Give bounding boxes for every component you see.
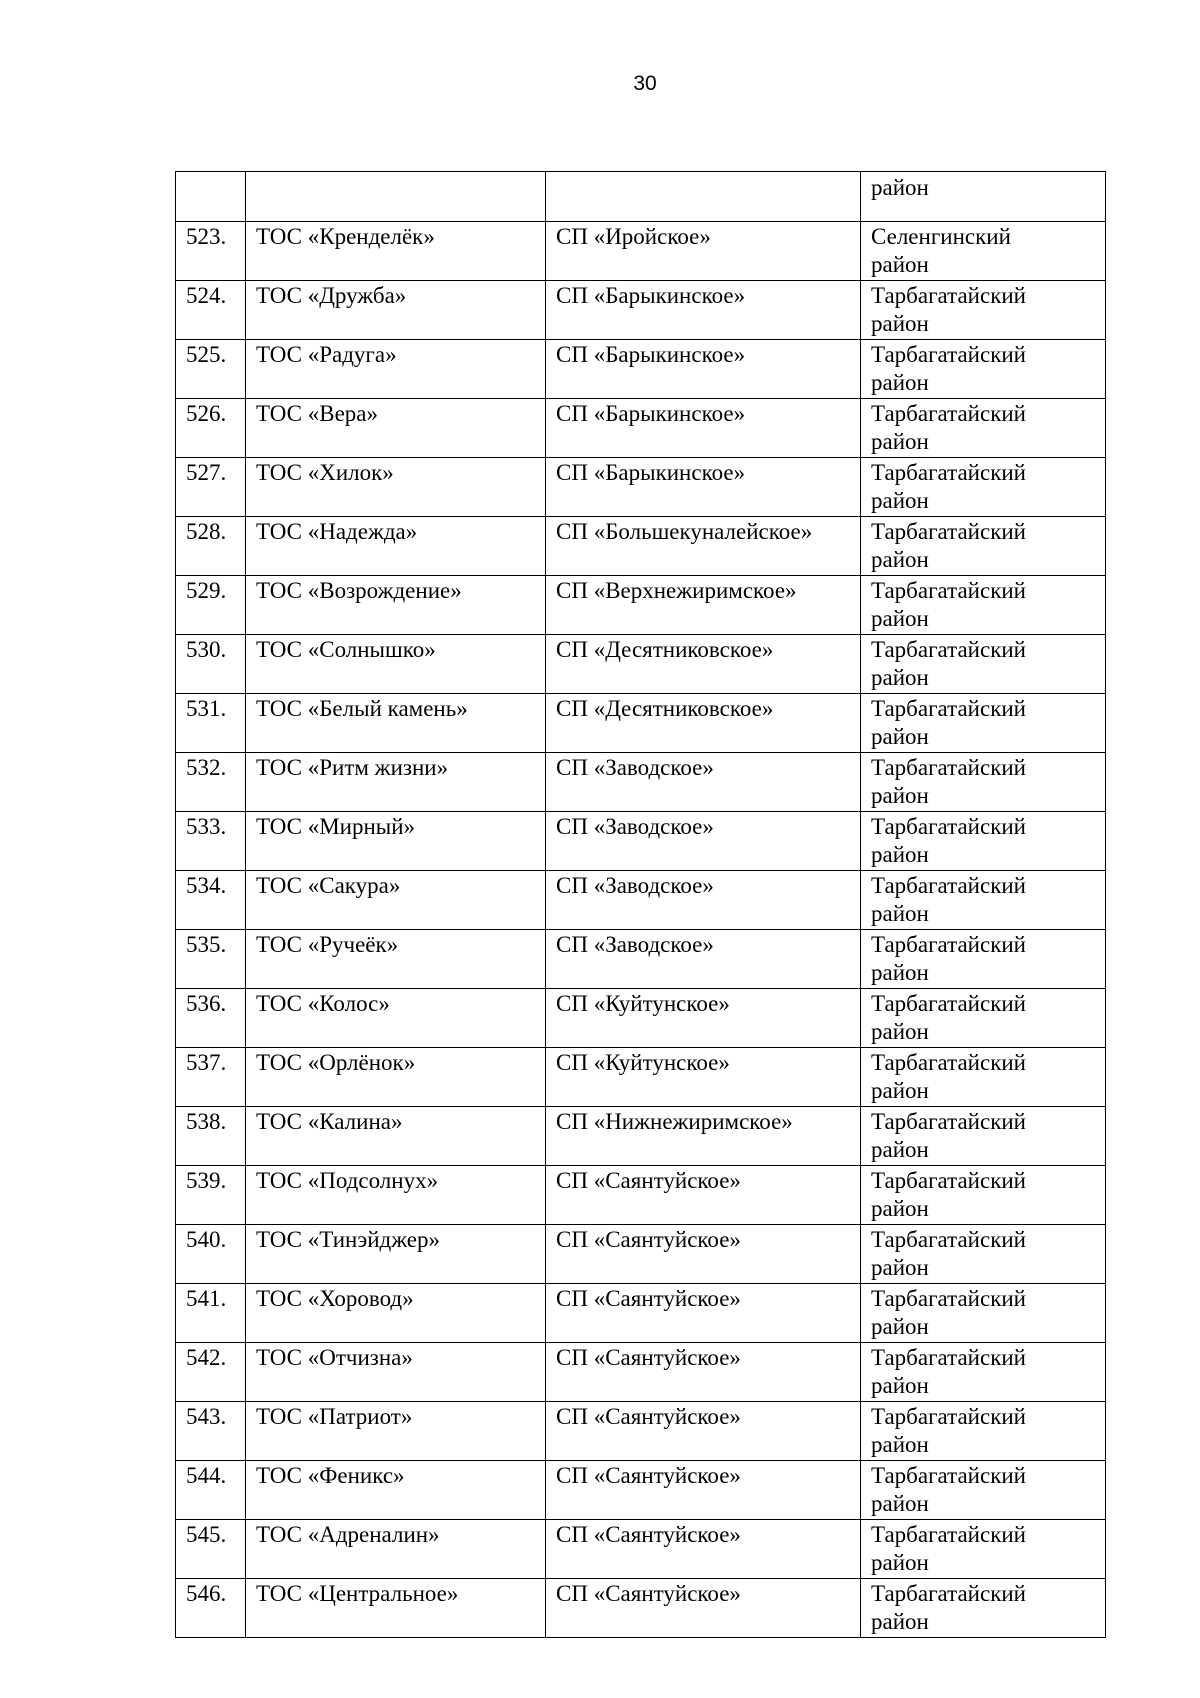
table-row [176,694,1106,753]
district-line: район [871,311,929,336]
table-row [176,1225,1106,1284]
district-line: район [871,488,929,513]
settlement-cell: СП «Саянтуйское» [546,1579,861,1638]
district-cell [861,1402,1106,1461]
district-line: район [871,724,929,749]
district-cell [861,635,1106,694]
district-line: Тарбагатайский [871,460,1026,485]
district-cell [861,930,1106,989]
district-cell [861,1048,1106,1107]
row-number-cell: 531. [176,694,246,753]
district-line: Тарбагатайский [871,1227,1026,1252]
tos-name-cell [246,172,546,222]
settlement-cell: СП «Саянтуйское» [546,1402,861,1461]
row-number-cell: 545. [176,1520,246,1579]
settlement-cell: СП «Барыкинское» [546,281,861,340]
tos-name-cell: ТОС «Белый камень» [246,694,546,753]
settlement-cell [546,172,861,222]
district-line: Селенгинский [871,224,1011,249]
table-row [176,222,1106,281]
table-row [176,930,1106,989]
district-cell [861,1166,1106,1225]
district-cell [861,576,1106,635]
tos-name-cell: ТОС «Кренделёк» [246,222,546,281]
settlement-cell: СП «Заводское» [546,812,861,871]
district-line: Тарбагатайский [871,401,1026,426]
tos-name-cell: ТОС «Калина» [246,1107,546,1166]
settlement-cell: СП «Заводское» [546,930,861,989]
tos-name-cell: ТОС «Мирный» [246,812,546,871]
settlement-cell: СП «Куйтунское» [546,1048,861,1107]
row-number-cell: 537. [176,1048,246,1107]
district-line: район [871,1255,929,1280]
district-cell [861,1225,1106,1284]
district-line: Тарбагатайский [871,1286,1026,1311]
tos-name-cell: ТОС «Вера» [246,399,546,458]
district-line: район [871,783,929,808]
district-cell [861,694,1106,753]
page-number: 30 [633,72,657,95]
district-line: район [871,1373,929,1398]
district-line: район [871,1314,929,1339]
tos-name-cell: ТОС «Орлёнок» [246,1048,546,1107]
district-line: Тарбагатайский [871,873,1026,898]
district-line: Тарбагатайский [871,696,1026,721]
district-cell [861,1461,1106,1520]
table-row [176,871,1106,930]
tos-name-cell: ТОС «Ручеёк» [246,930,546,989]
table-row [176,281,1106,340]
row-number-cell: 527. [176,458,246,517]
district-line: район [871,547,929,572]
row-number-cell: 528. [176,517,246,576]
district-line: район [871,252,929,277]
settlement-cell: СП «Десятниковское» [546,694,861,753]
district-line: район [871,1550,929,1575]
table-row [176,1166,1106,1225]
settlement-cell: СП «Барыкинское» [546,340,861,399]
district-line: район [871,1491,929,1516]
row-number-cell: 544. [176,1461,246,1520]
tos-name-cell: ТОС «Колос» [246,989,546,1048]
settlement-cell: СП «Саянтуйское» [546,1461,861,1520]
table-row-continuation [176,172,1106,222]
district-line: Тарбагатайский [871,932,1026,957]
district-line: район [871,665,929,690]
settlement-cell: СП «Куйтунское» [546,989,861,1048]
table-row [176,1284,1106,1343]
district-cell [861,753,1106,812]
row-number-cell: 536. [176,989,246,1048]
table-row [176,458,1106,517]
district-line: район [871,606,929,631]
table-row [176,576,1106,635]
district-line: район [871,370,929,395]
tos-name-cell: ТОС «Солнышко» [246,635,546,694]
district-line: Тарбагатайский [871,755,1026,780]
table-row [176,1343,1106,1402]
table-row [176,1402,1106,1461]
row-number-cell: 538. [176,1107,246,1166]
district-line: Тарбагатайский [871,1581,1026,1606]
district-line: район [871,1432,929,1457]
settlement-cell: СП «Заводское» [546,871,861,930]
row-number-cell: 539. [176,1166,246,1225]
row-number-cell: 535. [176,930,246,989]
district-line: Тарбагатайский [871,342,1026,367]
row-number-cell: 543. [176,1402,246,1461]
table-row [176,753,1106,812]
tos-name-cell: ТОС «Дружба» [246,281,546,340]
district-line: Тарбагатайский [871,1404,1026,1429]
district-cell [861,517,1106,576]
settlement-cell: СП «Барыкинское» [546,399,861,458]
tos-name-cell: ТОС «Подсолнух» [246,1166,546,1225]
settlement-cell: СП «Саянтуйское» [546,1166,861,1225]
tos-name-cell: ТОС «Радуга» [246,340,546,399]
table-row [176,1579,1106,1638]
row-number-cell: 533. [176,812,246,871]
settlement-cell: СП «Барыкинское» [546,458,861,517]
district-line: Тарбагатайский [871,519,1026,544]
district-cell [861,989,1106,1048]
settlement-cell: СП «Саянтуйское» [546,1520,861,1579]
tos-name-cell: ТОС «Отчизна» [246,1343,546,1402]
row-number-cell: 542. [176,1343,246,1402]
district-cell [861,812,1106,871]
district-line: Тарбагатайский [871,637,1026,662]
settlement-cell: СП «Верхнежиримское» [546,576,861,635]
settlement-cell: СП «Саянтуйское» [546,1225,861,1284]
row-number-cell [176,172,246,222]
district-line: Тарбагатайский [871,283,1026,308]
district-line: Тарбагатайский [871,578,1026,603]
tos-name-cell: ТОС «Патриот» [246,1402,546,1461]
table-row [176,399,1106,458]
row-number-cell: 541. [176,1284,246,1343]
district-cell [861,1579,1106,1638]
row-number-cell: 546. [176,1579,246,1638]
settlement-cell: СП «Саянтуйское» [546,1343,861,1402]
district-line: Тарбагатайский [871,1522,1026,1547]
district-line: район [871,1019,929,1044]
row-number-cell: 532. [176,753,246,812]
district-cell [861,172,1106,222]
table-row [176,812,1106,871]
district-line: Тарбагатайский [871,1168,1026,1193]
table-body [176,172,1106,1638]
district-line: район [871,1196,929,1221]
table-row [176,1107,1106,1166]
district-line: район [871,960,929,985]
tos-name-cell: ТОС «Тинэйджер» [246,1225,546,1284]
district-cell [861,222,1106,281]
district-cell [861,1284,1106,1343]
district-line: Тарбагатайский [871,1050,1026,1075]
settlement-cell: СП «Десятниковское» [546,635,861,694]
tos-name-cell: ТОС «Хилок» [246,458,546,517]
table-row [176,340,1106,399]
district-line: Тарбагатайский [871,1463,1026,1488]
district-line: район [871,1609,929,1634]
district-cell [861,340,1106,399]
district-line: район [871,901,929,926]
district-cell [861,1520,1106,1579]
table-row [176,1048,1106,1107]
tos-name-cell: ТОС «Феникс» [246,1461,546,1520]
district-cell [861,399,1106,458]
settlement-cell: СП «Большекуналейское» [546,517,861,576]
district-cell [861,281,1106,340]
row-number-cell: 526. [176,399,246,458]
district-line: район [871,429,929,454]
table-row [176,989,1106,1048]
settlement-cell: СП «Нижнежиримское» [546,1107,861,1166]
row-number-cell: 530. [176,635,246,694]
row-number-cell: 529. [176,576,246,635]
district-line: район [871,175,929,200]
settlement-cell: СП «Саянтуйское» [546,1284,861,1343]
district-line: район [871,1137,929,1162]
settlement-cell: СП «Заводское» [546,753,861,812]
tos-name-cell: ТОС «Ритм жизни» [246,753,546,812]
district-line: Тарбагатайский [871,1345,1026,1370]
tos-name-cell: ТОС «Надежда» [246,517,546,576]
district-line: район [871,842,929,867]
district-cell [861,458,1106,517]
table-row [176,1461,1106,1520]
tos-name-cell: ТОС «Центральное» [246,1579,546,1638]
table-row [176,635,1106,694]
district-cell [861,871,1106,930]
row-number-cell: 524. [176,281,246,340]
district-line: Тарбагатайский [871,991,1026,1016]
district-line: Тарбагатайский [871,814,1026,839]
district-line: район [871,1078,929,1103]
row-number-cell: 540. [176,1225,246,1284]
tos-name-cell: ТОС «Сакура» [246,871,546,930]
tos-name-cell: ТОС «Адреналин» [246,1520,546,1579]
table-row [176,517,1106,576]
tos-name-cell: ТОС «Возрождение» [246,576,546,635]
settlement-cell: СП «Иройское» [546,222,861,281]
district-cell [861,1107,1106,1166]
district-cell [861,1343,1106,1402]
row-number-cell: 525. [176,340,246,399]
table-row [176,1520,1106,1579]
tos-name-cell: ТОС «Хоровод» [246,1284,546,1343]
district-line: Тарбагатайский [871,1109,1026,1134]
tos-registry-table [175,171,1106,1638]
row-number-cell: 523. [176,222,246,281]
row-number-cell: 534. [176,871,246,930]
